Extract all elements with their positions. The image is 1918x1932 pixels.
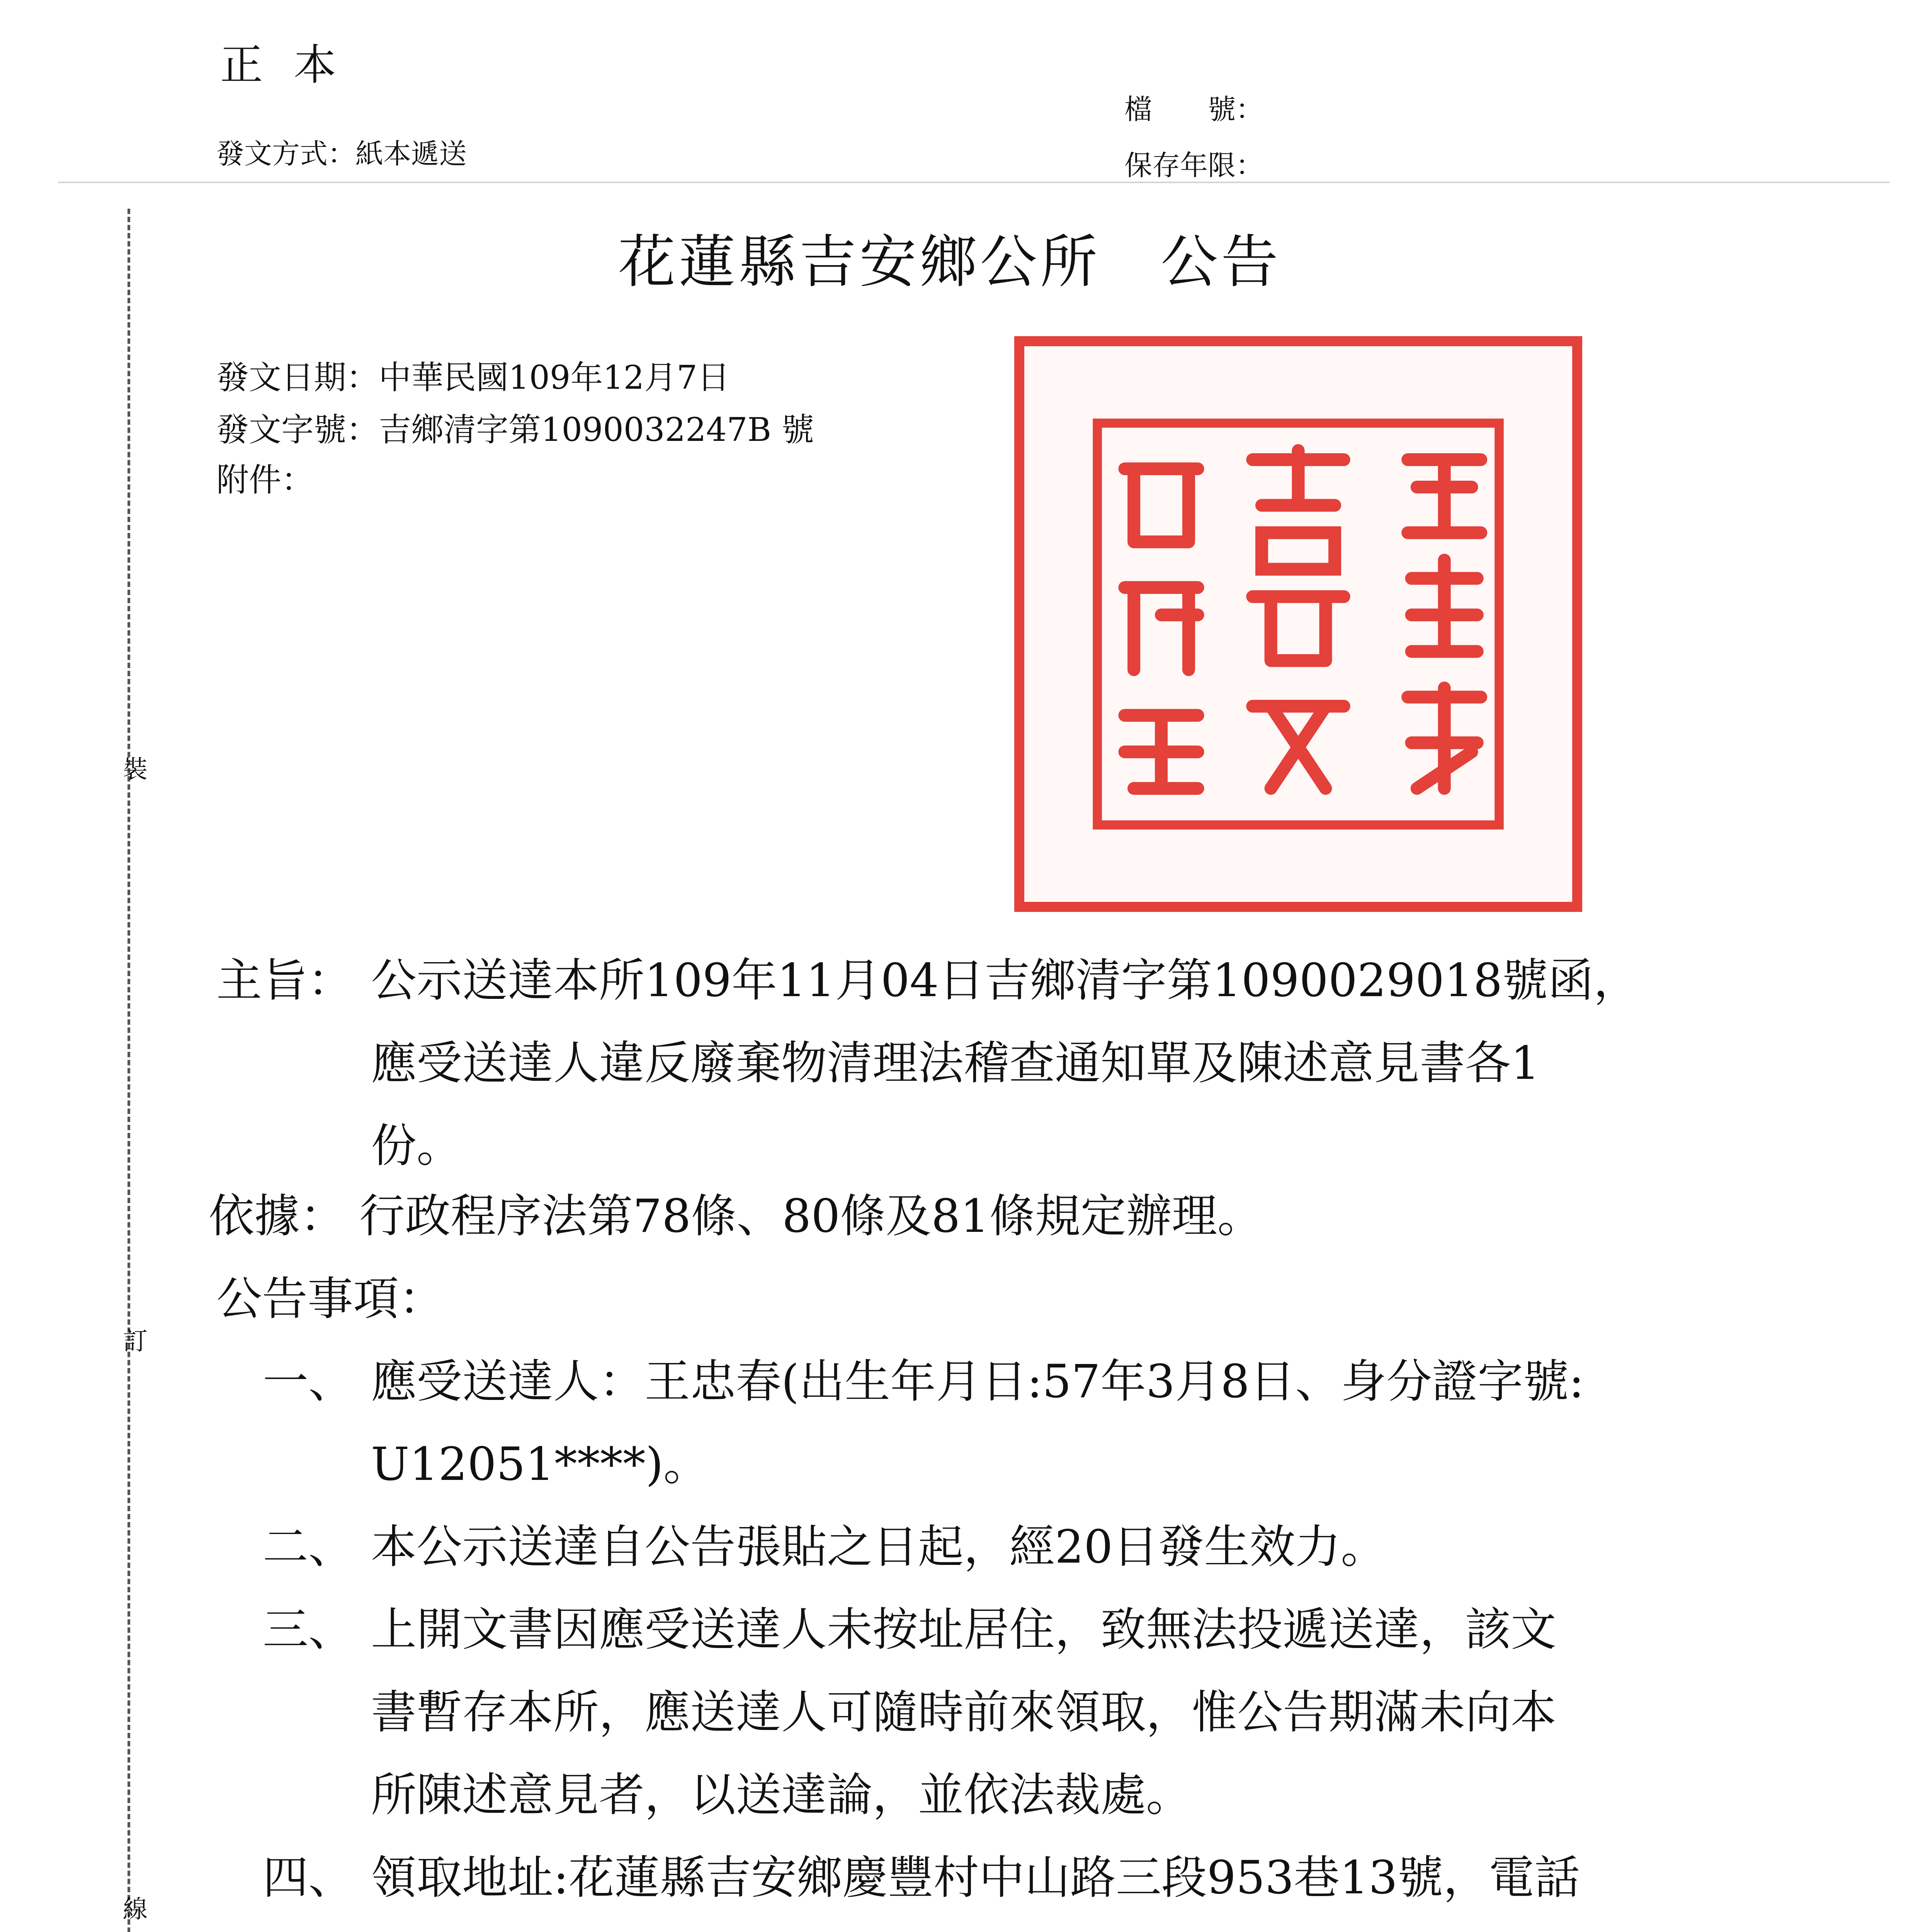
file-number-label: 檔 號：: [1124, 93, 1264, 126]
binding-mark: 裝: [123, 755, 148, 784]
binding-mark: 線: [123, 1895, 148, 1924]
top-rule: [58, 182, 1889, 183]
notice-item-line: [371, 1919, 708, 1932]
notice-item-line: U12051****)。: [371, 1437, 709, 1491]
issue-date: 發文日期：中華民國109年12月7日: [216, 359, 730, 396]
notice-item-line: 本公示送達自公告張貼之日起，經20日發生效力。: [371, 1520, 1387, 1573]
binding-mark: 訂: [123, 1327, 148, 1356]
notice-item-line: 應受送達人：王忠春(出生年月日:57年3月8日、身分證字號:: [371, 1355, 1584, 1408]
notice-item-number: 一、: [263, 1355, 354, 1408]
notice-item-number: 二、: [263, 1520, 354, 1573]
document-number: 發文字號：吉鄉清字第1090032247B 號: [216, 411, 814, 449]
notice-item-line: 書暫存本所，應送達人可隨時前來領取，惟公告期滿未向本: [371, 1685, 1557, 1739]
attachment-label: 附件：: [216, 461, 314, 499]
dispatch-method: 發文方式：紙本遞送: [216, 138, 467, 170]
subject-label: 主旨：: [216, 954, 354, 1007]
official-seal: [1014, 336, 1582, 912]
notice-item-number: 四、: [263, 1851, 354, 1904]
subject-line: 公示送達本所109年11月04日吉鄉清字第1090029018號函，: [371, 954, 1639, 1007]
basis-label: 依據：: [209, 1189, 346, 1243]
notice-item-line: 上開文書因應受送達人未按址居住，致無法投遞送達，該文: [371, 1603, 1557, 1656]
seal-glyphs: [1024, 346, 1572, 902]
subject-line: 份。: [371, 1119, 462, 1172]
notice-label: 公告事項：: [216, 1272, 445, 1325]
notice-item-line: 所陳述意見者，以送達論，並依法裁處。: [371, 1768, 1192, 1821]
notice-item-number: 三、: [263, 1603, 354, 1656]
basis-text: 行政程序法第78條、80條及81條規定辦理。: [359, 1189, 1263, 1243]
copy-type-label: 正本: [220, 40, 367, 90]
retention-period-label: 保存年限：: [1124, 149, 1264, 182]
binding-line: [128, 209, 130, 1932]
subject-line: 應受送達人違反廢棄物清理法稽查通知單及陳述意見書各1: [371, 1036, 1540, 1090]
document-title: 花蓮縣吉安鄉公所 公告: [618, 229, 1281, 295]
notice-item-line: 領取地址:花蓮縣吉安鄉慶豐村中山路三段953巷13號，電話: [371, 1851, 1580, 1904]
